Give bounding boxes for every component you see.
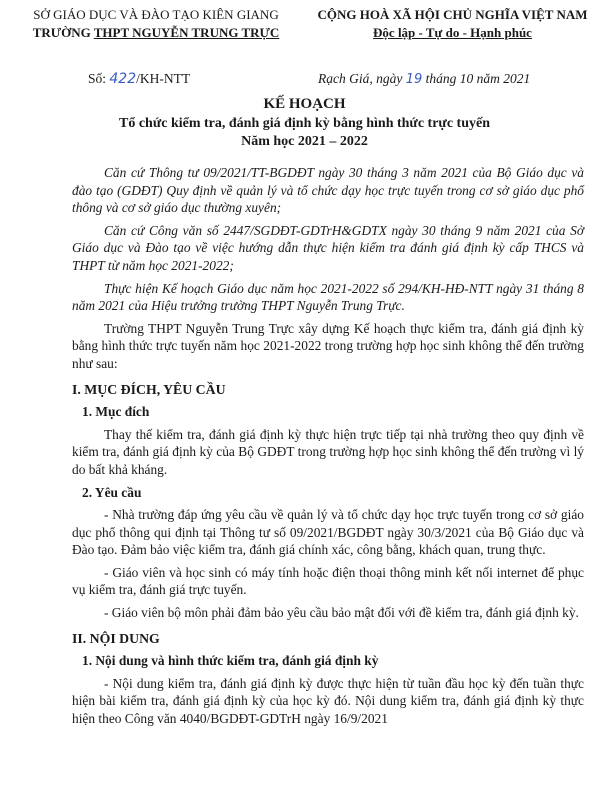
section-heading: II. NỘI DUNG bbox=[72, 630, 160, 646]
subsection-heading: 1. Mục đích bbox=[82, 404, 150, 420]
section-heading: I. MỤC ĐÍCH, YÊU CẦU bbox=[72, 381, 226, 397]
preamble-paragraph: Căn cứ Thông tư 09/2021/TT-BGDĐT ngày 30 tháng 3 năm 2021 của Bộ Giáo dục và đào tạo (GDĐT) Quy định về quản lý và tổ chức dạy học trực tuyến trong cơ sở giáo dục phổ thông và cơ sở giáo dục thường xuyên; bbox=[72, 165, 584, 216]
issuer-org: SỞ GIÁO DỤC VÀ ĐÀO TẠO KIÊN GIANG bbox=[33, 7, 279, 22]
school-year: Năm học 2021 – 2022 bbox=[241, 134, 368, 149]
document-title: KẾ HOẠCH bbox=[263, 96, 346, 112]
school-name: THPT NGUYỄN TRUNG TRỰC bbox=[93, 25, 280, 40]
national-header bbox=[300, 6, 605, 42]
handwritten-day: 19 bbox=[405, 72, 423, 87]
intro-paragraph: Trường THPT Nguyễn Trung Trực xây dựng Kế hoạch thực kiểm tra, đánh giá định kỳ bằng hình thức trực tuyến năm học 2021-2022 trong trường hợp học sinh không thể đến trường như sau: bbox=[72, 320, 584, 371]
issuer-header bbox=[8, 6, 304, 42]
preamble-paragraph: Căn cứ Công văn số 2447/SGDĐT-GDTrH&GDTX ngày 30 tháng 9 năm 2021 của Sở Giáo dục và Đào tạo về việc hướng dẫn thực hiện kiểm tra đánh giá định kỳ cấp THCS và THPT từ năm học 2021-2022; bbox=[72, 222, 584, 273]
subsection-heading: 1. Nội dung và hình thức kiểm tra, đánh giá định kỳ bbox=[82, 653, 379, 669]
preamble-paragraph: Thực hiện Kế hoạch Giáo dục năm học 2021-2022 số 294/KH-HĐ-NTT ngày 31 tháng 8 năm 2021 của Hiệu trưởng trường THPT Nguyễn Trung Trực. bbox=[72, 280, 584, 314]
body-paragraph: - Nhà trường đáp ứng yêu cầu về quản lý và tổ chức dạy học trực tuyến trong cơ sở giáo dục phổ thông qui định tại Thông tư số 09/2021/BGDĐT ngày 30/3/2021 của Bộ Giáo dục và Đào tạo. Đảm bảo việc kiểm tra, đánh giá chính xác, công bằng, khách quan, trung thực. bbox=[72, 507, 584, 558]
subsection-heading: 2. Yêu cầu bbox=[82, 484, 142, 500]
document-body bbox=[72, 164, 584, 733]
body-paragraph: - Giáo viên và học sinh có máy tính hoặc điện thoại thông minh kết nối internet để phục vụ kiểm tra, đánh giá trực tuyến. bbox=[72, 564, 584, 598]
body-paragraph: - Giáo viên bộ môn phải đảm bảo yêu cầu bảo mật đối với đề kiểm tra, đánh giá định kỳ. bbox=[104, 605, 579, 621]
document-number: Số: 422/KH-NTT bbox=[88, 71, 191, 87]
date-line: Rạch Giá, ngày 19 tháng 10 năm 2021 bbox=[318, 71, 531, 87]
issuer-school: TRƯỜNG THPT NGUYỄN TRUNG TRỰC bbox=[32, 25, 280, 40]
nation-name: CỘNG HOÀ XÃ HỘI CHỦ NGHĨA VIỆT NAM bbox=[317, 7, 588, 22]
document-subtitle: Tổ chức kiểm tra, đánh giá định kỳ bằng hình thức trực tuyến bbox=[119, 116, 490, 131]
national-motto: Độc lập - Tự do - Hạnh phúc bbox=[373, 25, 532, 40]
body-paragraph: Thay thế kiểm tra, đánh giá định kỳ thực hiện trực tiếp tại nhà trường theo quy định về kiểm tra, đánh giá định kỳ của Bộ GDĐT trong trường hợp học sinh không thể đến trường vì lý do bất khả kháng. bbox=[72, 426, 584, 477]
body-paragraph: - Nội dung kiểm tra, đánh giá định kỳ được thực hiện từ tuần đầu học kỳ đến tuần thực hiện bài kiểm tra, đánh giá định kỳ của học kỳ đó. Nội dung kiểm tra, đánh giá định kỳ thực hiện theo Công văn 4040/BGDĐT-GDTrH ngày 16/9/2021 bbox=[72, 675, 584, 727]
handwritten-number: 422 bbox=[109, 71, 137, 87]
